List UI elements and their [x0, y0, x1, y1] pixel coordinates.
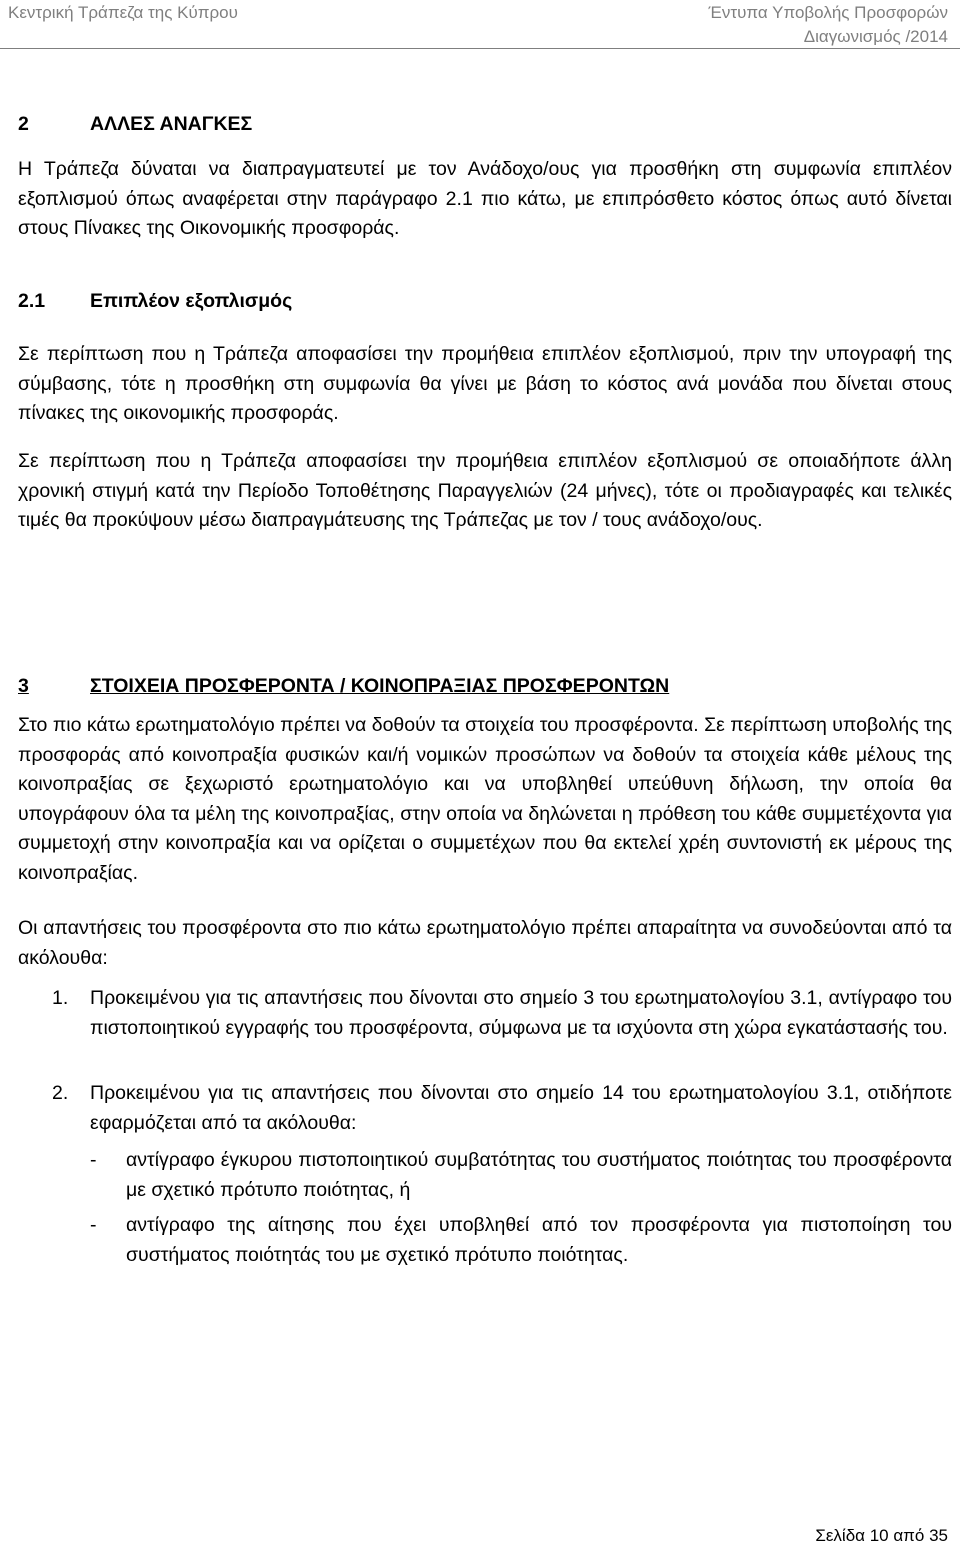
- list-item: [18, 984, 952, 1043]
- sub-list-item: [18, 1146, 952, 1205]
- section-2-1-number: 2.1: [18, 290, 46, 312]
- section-3-heading: [18, 672, 669, 701]
- page-number: Σελίδα 10 από 35: [815, 1526, 948, 1545]
- list-item-marker: 2.: [52, 1082, 69, 1104]
- page-header: [0, 0, 960, 49]
- list-item: [18, 1079, 952, 1138]
- section-2-title: ΑΛΛΕΣ ΑΝΑΓΚΕΣ: [90, 113, 253, 135]
- list-item-text: Προκειμένου για τις απαντήσεις που δίνονται στο σημείο 3 του ερωτηματολογίου 3.1, αντίγραφο του πιστοποιητικού εγγραφής του προσφέροντα, σύμφωνα με τα ισχύοντα στη χώρα εγκατάστασής του.: [90, 987, 952, 1039]
- header-doc-title: Έντυπα Υποβολής Προσφορών: [708, 3, 948, 22]
- section-2-intro: Η Τράπεζα δύναται να διαπραγματευτεί με τον Ανάδοχο/ους για προσθήκη στη συμφωνία επιπλέον εξοπλισμού όπως αναφέρεται στην παράγραφο 2.1 πιο κάτω, με επιπρόσθετο κόστος όπως αυτό δίνεται στους Πίνακες της Οικονομικής προσφοράς.: [18, 158, 952, 239]
- section-2-1-heading: [18, 287, 292, 316]
- sub-list-item-marker: -: [90, 1149, 97, 1171]
- sub-list-item-text: αντίγραφο της αίτησης που έχει υποβληθεί από τον προσφέροντα για πιστοποίηση του συστήματος ποιότητάς του με σχετικό πρότυπο ποιότητας.: [126, 1214, 952, 1266]
- section-2-1-paragraph-2: Σε περίπτωση που η Τράπεζα αποφασίσει την προμήθεια επιπλέον εξοπλισμού σε οποιαδήποτε άλλη χρονική στιγμή κατά την Περίοδο Τοποθέτησης Παραγγελιών (24 μήνες), τότε οι προδιαγραφές και τελικές τιμές θα προκύψουν μέσω διαπραγμάτευσης της Τράπεζας με τον / τους ανάδοχο/ους.: [18, 450, 952, 531]
- header-tender: Διαγωνισμός /2014: [803, 27, 948, 46]
- section-2-heading: [18, 110, 252, 139]
- section-2-1-paragraph-1: Σε περίπτωση που η Τράπεζα αποφασίσει την προμήθεια επιπλέον εξοπλισμού, πριν την υπογραφή της σύμβασης, τότε η προσθήκη στη συμφωνία θα γίνει με βάση το κόστος ανά μονάδα που δίνεται στους πίνακες της οικονομικής προσφοράς.: [18, 343, 952, 424]
- section-2-1-title: Επιπλέον εξοπλισμός: [90, 290, 293, 312]
- section-2-number: 2: [18, 113, 29, 135]
- section-3-paragraph-1: Στο πιο κάτω ερωτηματολόγιο πρέπει να δοθούν τα στοιχεία του προσφέροντα. Σε περίπτωση υποβολής της προσφοράς από κοινοπραξία φυσικών και/ή νομικών προσώπων να δοθούν τα στοιχεία κάθε μέλους της κοινοπραξίας σε ξεχωριστό ερωτηματολόγιο και να υποβληθεί υπεύθυνη δήλωση, την οποία θα υπογράφουν όλα τα μέλη της κοινοπραξίας, στην οποία να δηλώνεται η πρόθεση του κάθε συμμετέχοντα για συμμετοχή στην κοινοπραξία και να ορίζεται ο συμμετέχων που θα εκτελεί χρέη συντονιστή εκ μέρους της κοινοπραξίας.: [18, 714, 952, 884]
- sub-list-item: [18, 1211, 952, 1270]
- list-item-marker: 1.: [52, 987, 69, 1009]
- section-3-number: 3: [18, 675, 29, 697]
- section-3-title: ΣΤΟΙΧΕΙΑ ΠΡΟΣΦΕΡΟΝΤΑ / ΚΟΙΝΟΠΡΑΞΙΑΣ ΠΡΟΣΦΕΡΟΝΤΩΝ: [90, 675, 670, 697]
- sub-list-item-marker: -: [90, 1214, 97, 1236]
- header-org: Κεντρική Τράπεζα της Κύπρου: [8, 3, 238, 22]
- sub-list-item-text: αντίγραφο έγκυρου πιστοποιητικού συμβατότητας του συστήματος ποιότητας του προσφέροντα με σχετικό πρότυπο ποιότητας, ή: [126, 1149, 952, 1201]
- list-item-text: Προκειμένου για τις απαντήσεις που δίνονται στο σημείο 14 του ερωτηματολογίου 3.1, οτιδήποτε εφαρμόζεται από τα ακόλουθα:: [90, 1082, 952, 1134]
- section-3-paragraph-2: Οι απαντήσεις του προσφέροντα στο πιο κάτω ερωτηματολόγιο πρέπει απαραίτητα να συνοδεύονται από τα ακόλουθα:: [18, 917, 952, 969]
